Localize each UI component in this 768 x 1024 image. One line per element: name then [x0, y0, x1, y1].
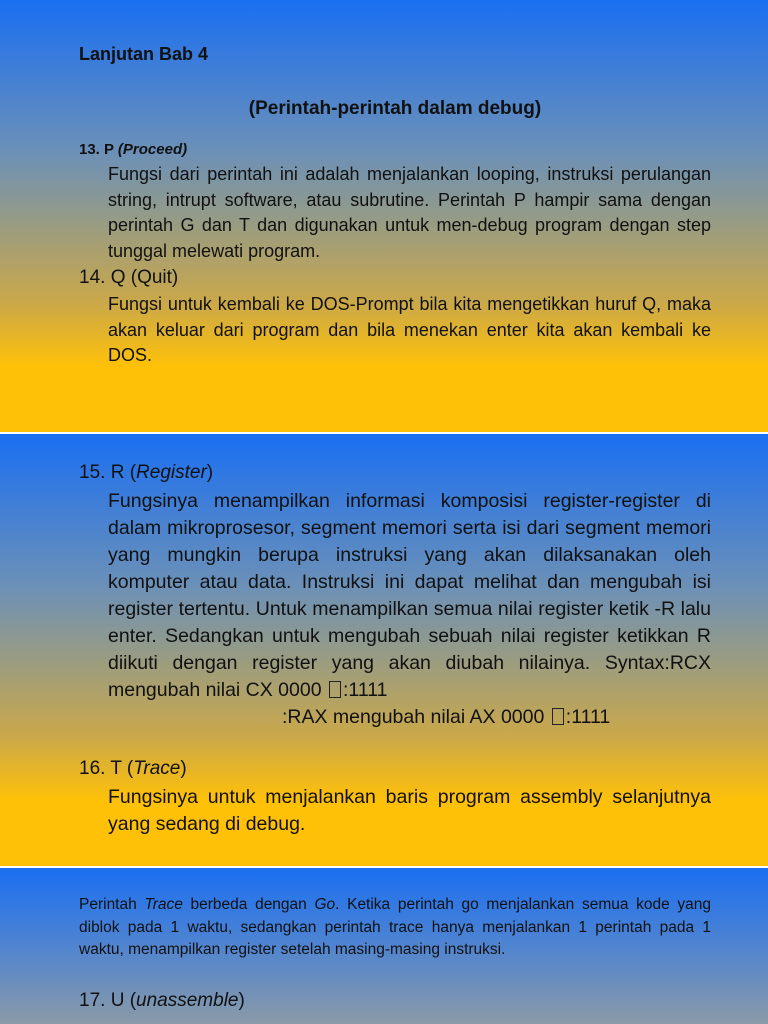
item-13-heading	[79, 141, 187, 158]
item-17-name: unassemble	[136, 990, 239, 1011]
slide-3	[0, 868, 768, 1024]
item-15-prefix: 15. R (	[79, 462, 137, 483]
item-13-text: Fungsi dari perintah ini adalah menjalankan looping, instruksi perulangan string, intrupt software, atau subrutine. Perintah P hampir sama dengan perintah G dan T dan digunakan untuk men-debug program dengan step tunggal melewati program.	[108, 164, 711, 261]
slide-subtitle: (Perintah-perintah dalam debug)	[248, 98, 542, 119]
item-13-name: (Proceed)	[117, 141, 188, 158]
item-16-name: Trace	[133, 758, 181, 779]
item-15-syntax-2	[282, 704, 610, 731]
chapter-title: Lanjutan Bab 4	[79, 44, 209, 64]
item-16-text: Fungsinya untuk menjalankan baris program assembly selanjutnya yang sedang di debug.	[108, 786, 711, 835]
syntax-2-text: :RAX mengubah nilai AX 0000	[282, 706, 545, 728]
missing-glyph-icon	[329, 681, 341, 698]
note-text-3: . Ketika perintah go menjalankan semua kode yang diblok pada 1 waktu, sedangkan perintah trace hanya menjalankan 1 perintah pada 1 waktu, menampilkan register setelah masing-masing instruksi.	[79, 896, 711, 958]
item-17-prefix: 17. U (	[79, 990, 137, 1011]
item-13-prefix: 13. P	[79, 141, 118, 158]
item-15-name: Register	[136, 462, 207, 483]
item-16-prefix: 16. T (	[79, 758, 134, 779]
slide-1	[0, 0, 768, 432]
item-15-body	[108, 488, 711, 704]
syntax-2-value: :1111	[565, 706, 611, 728]
item-15-heading	[79, 462, 213, 484]
item-16-suffix: )	[180, 758, 187, 779]
missing-glyph-icon	[552, 708, 564, 725]
item-16-heading	[79, 758, 187, 780]
note-text-2: berbeda dengan	[182, 896, 315, 913]
slide-2	[0, 434, 768, 866]
item-15-text: Fungsinya menampilkan informasi komposisi register-register di dalam mikroprosesor, segment memori serta isi dari segment memori yang mungkin berupa instruksi yang akan dilaksanakan oleh komputer atau data. Instruksi ini dapat melihat dan mengubah isi register tertentu. Untuk menampilkan semua nilai register ketik -R lalu enter. Sedangkan untuk mengubah sebuah nilai register ketikkan R diikuti dengan register yang akan diubah nilainya.	[108, 490, 711, 674]
syntax-1-text: Syntax:RCX mengubah nilai CX 0000	[108, 652, 712, 701]
item-14-text: Fungsi untuk kembali ke DOS-Prompt bila kita mengetikkan huruf Q, maka akan keluar dari program dan bila menekan enter kita akan kembali ke DOS.	[108, 294, 711, 365]
note-text-1: Perintah	[79, 896, 145, 913]
item-17-suffix: )	[238, 990, 245, 1011]
syntax-1-value: :1111	[343, 679, 388, 701]
item-17-heading	[79, 990, 245, 1012]
trace-note	[79, 894, 711, 962]
item-15-suffix: )	[206, 462, 214, 483]
item-14-heading: 14. Q (Quit)	[79, 267, 179, 288]
note-go-word: Go	[314, 896, 336, 913]
note-trace-word: Trace	[144, 896, 183, 913]
